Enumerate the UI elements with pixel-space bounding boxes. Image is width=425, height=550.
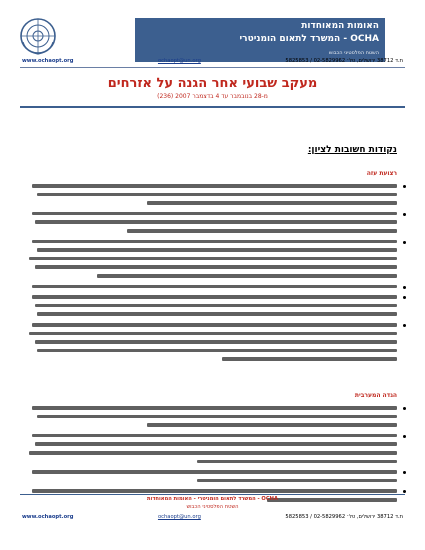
text-line	[147, 201, 397, 205]
bullet-marker	[403, 407, 406, 410]
header-email-link[interactable]: ochaopt@un.org	[157, 58, 201, 64]
text-line	[35, 265, 397, 269]
text-line	[197, 479, 397, 483]
text-line	[32, 470, 397, 474]
text-line	[35, 340, 397, 344]
letterhead	[0, 8, 425, 58]
text-line	[32, 285, 397, 289]
territory-name: השטח הפלסטיני הכבוש	[328, 50, 379, 56]
key-issues-heading: נקודות חשובות לציון:	[307, 145, 397, 155]
text-line	[37, 349, 397, 353]
text-line	[147, 423, 397, 427]
text-line	[32, 489, 397, 493]
text-line	[32, 406, 397, 410]
footer-address: ת.ד 38712 ירושלים, טל׳ 02-5829962 / 5825853	[285, 514, 403, 520]
office-name: OCHA - המשרד לתאום הומניטרי	[239, 34, 379, 44]
report-period: מ-28 בנובמבר עד 4 בדצמבר 2007 (236)	[157, 93, 268, 100]
text-line	[32, 323, 397, 327]
text-line	[35, 220, 397, 224]
bullet-marker	[403, 490, 406, 493]
report-title: מעקב שבועי אחר הגנה על אזרחים	[107, 76, 318, 91]
footer-org: OCHA - המשרד לתאום הומניטרי - האומות המאוחדות	[147, 496, 278, 502]
footer-divider	[20, 494, 405, 495]
text-line	[29, 451, 397, 455]
footer-contact-bar	[22, 514, 403, 520]
text-line	[37, 415, 397, 419]
text-line	[222, 357, 397, 361]
bullet-marker	[403, 324, 406, 327]
un-emblem-icon	[18, 16, 58, 56]
title-divider	[20, 106, 405, 108]
gaza-text-block	[28, 184, 397, 374]
text-line	[35, 442, 397, 446]
header-website-link[interactable]: www.ochaopt.org	[22, 58, 74, 64]
text-line	[32, 295, 397, 299]
bullet-marker	[403, 435, 406, 438]
text-line	[32, 184, 397, 188]
footer-website-link[interactable]: www.ochaopt.org	[22, 514, 74, 520]
bullet-marker	[403, 241, 406, 244]
text-line	[37, 193, 397, 197]
bullet-marker	[403, 286, 406, 289]
text-line	[127, 229, 397, 233]
section-heading-west-bank: הגדה המערבית	[354, 392, 397, 399]
bullet-marker	[403, 185, 406, 188]
text-line	[29, 257, 397, 261]
text-line	[35, 304, 397, 308]
bullet-marker	[403, 296, 406, 299]
text-line	[197, 460, 397, 464]
text-line	[32, 212, 397, 216]
bullet-marker	[403, 471, 406, 474]
bullet-marker	[403, 213, 406, 216]
text-line	[37, 248, 397, 252]
text-line	[37, 312, 397, 316]
header-address: ת.ד 38712 ירושלים, טל׳ 02-5829962 / 5825853	[285, 58, 403, 64]
org-name: האומות המאוחדות	[301, 21, 379, 31]
west-bank-text-block	[28, 406, 397, 486]
header-divider	[20, 67, 405, 68]
text-line	[32, 434, 397, 438]
text-line	[97, 274, 397, 278]
text-line	[29, 332, 397, 336]
footer-email-link[interactable]: ochaopt@un.org	[157, 514, 201, 520]
letterhead-banner	[135, 18, 385, 62]
section-heading-gaza: רצועת עזה	[366, 170, 397, 177]
text-line	[32, 240, 397, 244]
footer-territory: השטח הפלסטיני הכבוש	[186, 504, 239, 510]
